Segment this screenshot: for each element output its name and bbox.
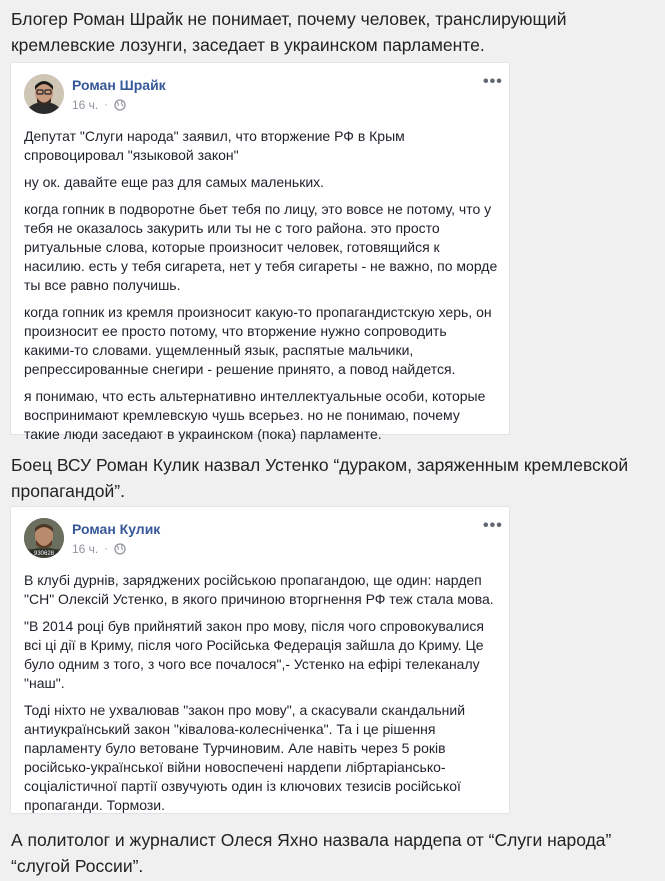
post-timestamp[interactable]: 16 ч.: [72, 98, 99, 112]
facebook-post-card: [10, 62, 510, 442]
post-timestamp[interactable]: 16 ч.: [72, 542, 99, 556]
more-options-icon[interactable]: •••: [483, 517, 503, 534]
post-paragraph: когда гопник из кремля произносит какую-то пропагандистскую херь, он произносит ее просто потому, что вторжение нужно сопроводить какими-то словами. ущемленный язык, распятые мальчики, репрессированные снегири - решение принято, а повод найдется.: [24, 304, 492, 377]
separator-dot: ·: [104, 543, 108, 555]
post-meta: [72, 542, 126, 556]
globe-icon: [114, 99, 126, 111]
author-name[interactable]: Роман Шрайк: [72, 77, 166, 93]
author-avatar[interactable]: [24, 518, 64, 558]
post-paragraph: В клубі дурнів, заряджених російською пропагандою, ще один: нардеп "СН" Олексій Устенко, в якого причиною вторгнення РФ теж стала мова.: [24, 572, 494, 607]
intro-paragraph-3: А политолог и журналист Олеся Яхно назвала нардепа от “Слуги народа” “слугой России”.: [11, 830, 612, 876]
avatar-caption: 930628: [33, 551, 55, 557]
author-avatar[interactable]: [24, 74, 64, 114]
author-name[interactable]: Роман Кулик: [72, 521, 161, 537]
post-paragraph: когда гопник в подворотне бьет тебя по лицу, это вовсе не потому, что у тебя не оказалось закурить или ты не с того района. это просто ритуальные слова, которые произносит человек, готовящийся к насилию. есть у тебя сигарета, нет у тебя сигареты - не важно, по морде ты все равно получишь.: [24, 201, 498, 293]
post-text: [24, 127, 498, 452]
post-paragraph: Тоді ніхто не ухвалював "закон про мову", а скасували скандальний антиукраїнський закон "ківалова-колесніченка". Та і це рішення парламенту було ветоване Турчиновим. Але навіть через 5 років російсько-української війни новоспечені нардепи лібртаріансько-соціалістичної партії озвучують один із ключових тезисів російської пропаганди. Тормози.: [24, 702, 466, 813]
post-paragraph: я понимаю, что есть альтернативно интеллектуальные особи, которые воспринимают кремлевскую чушь всерьез. но не понимаю, почему такие люди заседают в украинском (пока) парламенте.: [24, 388, 486, 442]
separator-dot: ·: [104, 99, 108, 111]
post-text: [24, 571, 498, 823]
intro-paragraph-1: Блогер Роман Шрайк не понимает, почему человек, транслирующий кремлевские лозунги, заседает в украинском парламенте.: [11, 9, 567, 55]
post-paragraph: Депутат "Слуги народа" заявил, что вторжение РФ в Крым спровоцировал "языковой закон": [24, 128, 405, 163]
post-paragraph: "В 2014 році був прийнятий закон про мову, після чого спровокувалися всі ці дії в Криму, після чого Російська Федерація зайшла до Криму. Це було одним з того, з чого все почалося",- Устенко на ефірі телеканалу "наш".: [24, 618, 485, 691]
facebook-post-card: [10, 506, 510, 814]
globe-icon: [114, 543, 126, 555]
post-paragraph: ну ок. давайте еще раз для самых маленьких.: [24, 174, 325, 190]
post-meta: [72, 98, 126, 112]
more-options-icon[interactable]: •••: [483, 73, 503, 90]
intro-paragraph-2: Боец ВСУ Роман Кулик назвал Устенко “дураком, заряженным кремлевской пропагандой”.: [11, 455, 629, 501]
